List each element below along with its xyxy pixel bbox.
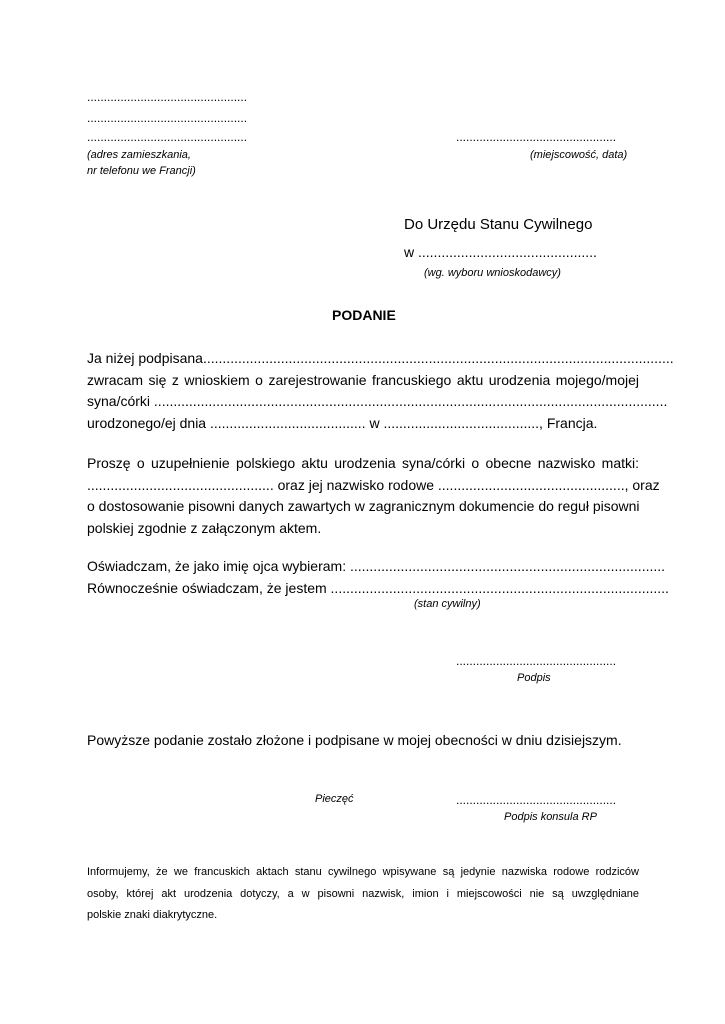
paragraph-line: o dostosowanie pisowni danych zawartych w zagranicznym dokumencie do reguł pisowni (87, 498, 640, 514)
paragraph-line: polskiej zgodnie z załączonym aktem. (87, 519, 322, 536)
info-footnote (87, 862, 639, 927)
consul-signature-caption: Podpis konsula RP (504, 811, 597, 823)
paragraph-line[interactable]: ................................................ oraz jej nazwisko rodowe ................................................, oraz (87, 476, 660, 493)
phone-caption: nr telefonu we Francji) (87, 165, 196, 177)
footnote-line: polskie znaki diakrytyczne. (87, 909, 218, 921)
footnote-line: Informujemy, że we francuskich aktach stanu cywilnego wpisywane są jedynie nazwiska rodowe rodziców (87, 866, 639, 878)
place-date-line[interactable]: ................................................ (456, 130, 617, 144)
document-title: PODANIE (332, 307, 396, 323)
paragraph-line[interactable]: syna/córki .................................................................................................................................... (87, 393, 668, 409)
paragraph-line[interactable]: Ja niżej podpisana......................................................................................................................... (87, 350, 674, 366)
surname-paragraph (87, 453, 660, 539)
paragraph-line: Proszę o uzupełnienie polskiego aktu urodzenia syna/córki o obecne nazwisko matki: (87, 455, 639, 471)
footnote-line: osoby, której akt urodzenia dotyczy, a w pisowni nazwisk, imion i miejscowości nie są uwzględniane (87, 887, 639, 900)
civil-status-caption: (stan cywilny) (414, 598, 481, 610)
father-name-line[interactable]: Oświadczam, że jako imię ojca wybieram: ................................................................................. (87, 558, 666, 574)
recipient-caption: (wg. wyboru wnioskodawcy) (424, 267, 561, 279)
declaration-paragraph (87, 556, 669, 599)
address-caption: (adres zamieszkania, (87, 149, 191, 161)
consul-signature-line[interactable]: ................................................ (456, 793, 617, 807)
confirmation-text: Powyższe podanie zostało złożone i podpisane w mojej obecności w dniu dzisiejszym. (87, 732, 622, 748)
recipient-office: Do Urzędu Stanu Cywilnego (404, 216, 593, 233)
address-line-3[interactable]: ................................................ (87, 130, 248, 144)
applicant-signature-line[interactable]: ................................................ (456, 654, 617, 668)
civil-status-line[interactable]: Równocześnie oświadczam, że jestem ....................................................................................... (87, 579, 669, 596)
address-line-2[interactable]: ................................................ (87, 111, 248, 125)
address-line-1[interactable]: ................................................ (87, 90, 248, 104)
paragraph-line[interactable]: urodzonego/ej dnia ........................................ w ........................................, Francja. (87, 414, 598, 431)
applicant-signature-caption: Podpis (517, 672, 551, 684)
recipient-city-line[interactable]: w .............................................. (404, 244, 597, 260)
paragraph-line: zwracam się z wnioskiem o zarejestrowanie francuskiego aktu urodzenia mojego/mojej (87, 371, 639, 388)
place-date-caption: (miejscowość, data) (530, 149, 628, 161)
request-paragraph (87, 348, 674, 434)
stamp-label: Pieczęć (315, 793, 354, 805)
